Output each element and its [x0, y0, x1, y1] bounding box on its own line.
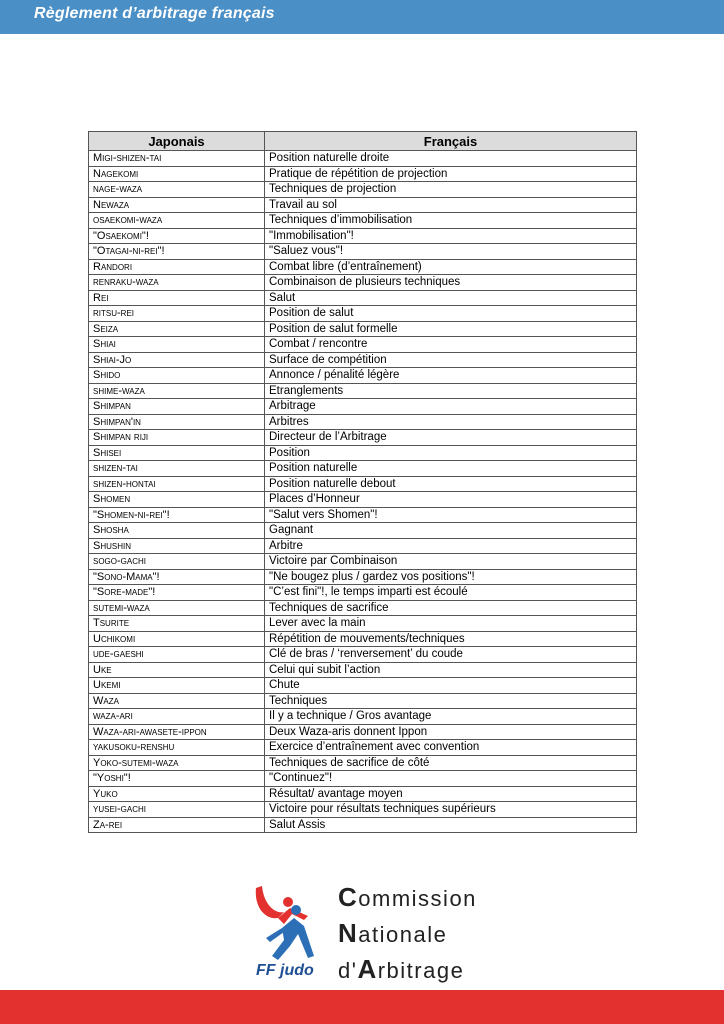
- french-translation: Combat libre (d’entraînement): [265, 259, 637, 275]
- cna-line-nationale: Nationale: [338, 918, 448, 948]
- french-translation: "Ne bougez plus / gardez vos positions"!: [265, 569, 637, 585]
- french-translation: Position de salut formelle: [265, 321, 637, 337]
- ffjudo-brand: FF judo: [256, 962, 314, 979]
- table-row: [89, 786, 637, 802]
- table-row: [89, 321, 637, 337]
- table-row: [89, 337, 637, 353]
- table-row: [89, 399, 637, 415]
- japanese-term: Uchikomi: [89, 631, 265, 647]
- french-translation: Places d’Honneur: [265, 492, 637, 508]
- table-row: [89, 569, 637, 585]
- table-row: [89, 802, 637, 818]
- table-row: [89, 616, 637, 632]
- japanese-term: shizen-tai: [89, 461, 265, 477]
- japanese-term: Shimpan: [89, 399, 265, 415]
- cna-logo: [248, 878, 508, 988]
- table-row: [89, 228, 637, 244]
- japanese-term: Shosha: [89, 523, 265, 539]
- japanese-term: sogo-gachi: [89, 554, 265, 570]
- french-translation: Position naturelle debout: [265, 476, 637, 492]
- french-translation: "Continuez"!: [265, 771, 637, 787]
- japanese-term: Rei: [89, 290, 265, 306]
- table-row: [89, 445, 637, 461]
- table-row: [89, 507, 637, 523]
- french-translation: Salut: [265, 290, 637, 306]
- table-row: [89, 383, 637, 399]
- table-row: [89, 600, 637, 616]
- table-row: [89, 492, 637, 508]
- table-row: [89, 709, 637, 725]
- japanese-term: yakusoku-renshu: [89, 740, 265, 756]
- french-translation: Techniques de sacrifice de côté: [265, 755, 637, 771]
- japanese-term: Shido: [89, 368, 265, 384]
- french-translation: Techniques d’immobilisation: [265, 213, 637, 229]
- japanese-term: Uke: [89, 662, 265, 678]
- table-row: [89, 724, 637, 740]
- japanese-term: "Otagai-ni-rei"!: [89, 244, 265, 260]
- japanese-term: Nagekomi: [89, 166, 265, 182]
- table-row: [89, 430, 637, 446]
- french-translation: Clé de bras / ‘renversement’ du coude: [265, 647, 637, 663]
- french-translation: Deux Waza-aris donnent Ippon: [265, 724, 637, 740]
- japanese-term: yusei-gachi: [89, 802, 265, 818]
- french-translation: Etranglements: [265, 383, 637, 399]
- french-translation: Salut Assis: [265, 817, 637, 833]
- french-translation: "Salut vers Shomen"!: [265, 507, 637, 523]
- table-row: [89, 352, 637, 368]
- table-row: [89, 755, 637, 771]
- table-row: [89, 631, 637, 647]
- japanese-term: Ukemi: [89, 678, 265, 694]
- french-translation: Lever avec la main: [265, 616, 637, 632]
- japanese-term: "Shomen-ni-rei"!: [89, 507, 265, 523]
- french-translation: Techniques: [265, 693, 637, 709]
- table-row: [89, 693, 637, 709]
- table-row: [89, 151, 637, 167]
- french-translation: Exercice d’entraînement avec convention: [265, 740, 637, 756]
- french-translation: Celui qui subit l’action: [265, 662, 637, 678]
- table-row: [89, 166, 637, 182]
- table-row: [89, 771, 637, 787]
- japanese-term: Shiai-Jo: [89, 352, 265, 368]
- table-row: [89, 244, 637, 260]
- japanese-term: Migi-shizen-tai: [89, 151, 265, 167]
- french-translation: Il y a technique / Gros avantage: [265, 709, 637, 725]
- japanese-term: Shiai: [89, 337, 265, 353]
- japanese-term: Randori: [89, 259, 265, 275]
- japanese-term: Newaza: [89, 197, 265, 213]
- column-header-japonais: Japonais: [89, 132, 265, 151]
- table-row: [89, 740, 637, 756]
- table-row: [89, 585, 637, 601]
- table-row: [89, 662, 637, 678]
- japanese-term: Shimpan riji: [89, 430, 265, 446]
- japanese-term: Shushin: [89, 538, 265, 554]
- french-translation: "Saluez vous"!: [265, 244, 637, 260]
- french-translation: Position naturelle droite: [265, 151, 637, 167]
- french-translation: Position de salut: [265, 306, 637, 322]
- japanese-term: Tsurite: [89, 616, 265, 632]
- french-translation: "Immobilisation"!: [265, 228, 637, 244]
- french-translation: Répétition de mouvements/techniques: [265, 631, 637, 647]
- table-row: [89, 538, 637, 554]
- french-translation: Arbitrage: [265, 399, 637, 415]
- table-row: [89, 275, 637, 291]
- japanese-term: Za-rei: [89, 817, 265, 833]
- japanese-term: Seiza: [89, 321, 265, 337]
- japanese-term: shime-waza: [89, 383, 265, 399]
- japanese-term: renraku-waza: [89, 275, 265, 291]
- japanese-term: Waza: [89, 693, 265, 709]
- japanese-term: Shimpan'in: [89, 414, 265, 430]
- japanese-term: waza-ari: [89, 709, 265, 725]
- table-row: [89, 368, 637, 384]
- header-bar: [0, 0, 724, 34]
- cna-title: [338, 880, 477, 988]
- french-translation: Position naturelle: [265, 461, 637, 477]
- japanese-term: ritsu-rei: [89, 306, 265, 322]
- table-row: [89, 523, 637, 539]
- glossary-table: [88, 131, 637, 833]
- japanese-term: shizen-hontai: [89, 476, 265, 492]
- table-row: [89, 213, 637, 229]
- table-row: [89, 476, 637, 492]
- french-translation: Position: [265, 445, 637, 461]
- japanese-term: Shisei: [89, 445, 265, 461]
- table-row: [89, 554, 637, 570]
- french-translation: Techniques de projection: [265, 182, 637, 198]
- page-title: Règlement d’arbitrage français: [34, 5, 275, 22]
- french-translation: Victoire par Combinaison: [265, 554, 637, 570]
- japanese-term: Yuko: [89, 786, 265, 802]
- table-header-row: [89, 132, 637, 151]
- table-row: [89, 678, 637, 694]
- cna-line-commission: Commission: [338, 882, 477, 912]
- japanese-term: "Sore-made"!: [89, 585, 265, 601]
- french-translation: Victoire pour résultats techniques supérieurs: [265, 802, 637, 818]
- french-translation: Combinaison de plusieurs techniques: [265, 275, 637, 291]
- french-translation: Travail au sol: [265, 197, 637, 213]
- footer-bar: [0, 990, 724, 1024]
- japanese-term: Waza-ari-awasete-ippon: [89, 724, 265, 740]
- japanese-term: osaekomi-waza: [89, 213, 265, 229]
- japanese-term: sutemi-waza: [89, 600, 265, 616]
- french-translation: Arbitres: [265, 414, 637, 430]
- french-translation: Surface de compétition: [265, 352, 637, 368]
- japanese-term: "Yoshi"!: [89, 771, 265, 787]
- table-row: [89, 817, 637, 833]
- japanese-term: Shomen: [89, 492, 265, 508]
- column-header-francais: Français: [265, 132, 637, 151]
- japanese-term: ude-gaeshi: [89, 647, 265, 663]
- table-row: [89, 290, 637, 306]
- french-translation: "C’est fini"!, le temps imparti est écoulé: [265, 585, 637, 601]
- french-translation: Chute: [265, 678, 637, 694]
- japanese-term: "Sono-Mama"!: [89, 569, 265, 585]
- table-row: [89, 461, 637, 477]
- table-row: [89, 306, 637, 322]
- glossary-body: [89, 151, 637, 833]
- french-translation: Pratique de répétition de projection: [265, 166, 637, 182]
- french-translation: Annonce / pénalité légère: [265, 368, 637, 384]
- table-row: [89, 647, 637, 663]
- french-translation: Arbitre: [265, 538, 637, 554]
- table-row: [89, 259, 637, 275]
- french-translation: Combat / rencontre: [265, 337, 637, 353]
- japanese-term: nage-waza: [89, 182, 265, 198]
- table-row: [89, 414, 637, 430]
- japanese-term: Yoko-sutemi-waza: [89, 755, 265, 771]
- french-translation: Gagnant: [265, 523, 637, 539]
- japanese-term: "Osaekomi"!: [89, 228, 265, 244]
- french-translation: Techniques de sacrifice: [265, 600, 637, 616]
- table-row: [89, 182, 637, 198]
- french-translation: Résultat/ avantage moyen: [265, 786, 637, 802]
- french-translation: Directeur de l’Arbitrage: [265, 430, 637, 446]
- cna-line-arbitrage: d'Arbitrage: [338, 954, 465, 984]
- table-row: [89, 197, 637, 213]
